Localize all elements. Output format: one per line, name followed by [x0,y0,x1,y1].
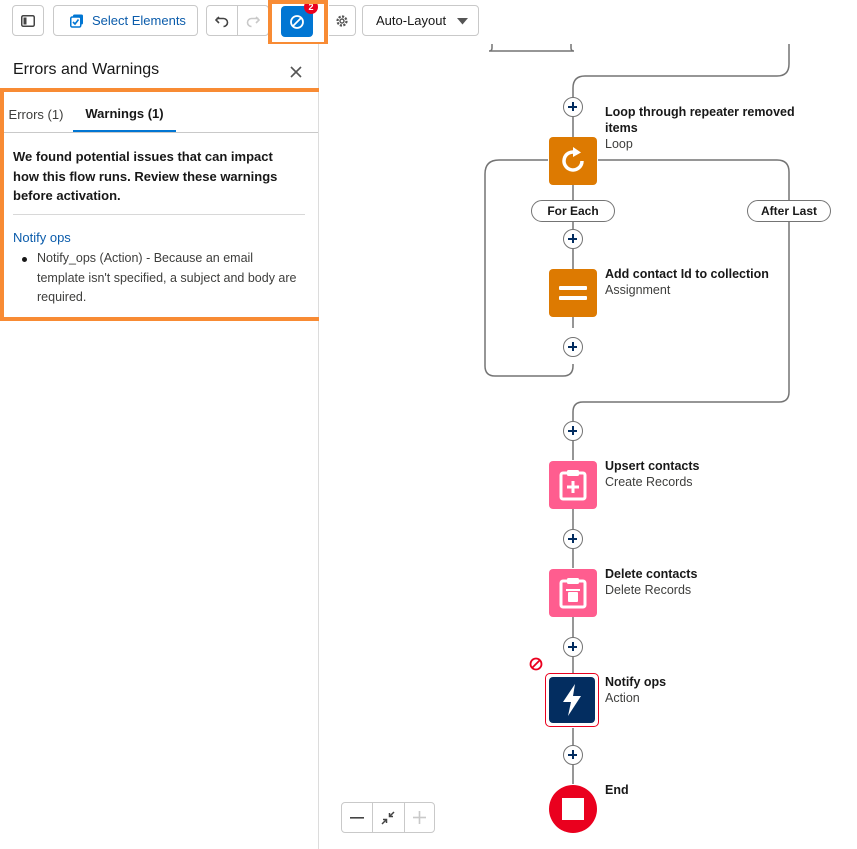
for-each-label: For Each [547,204,599,218]
zoom-out-button[interactable] [342,803,373,832]
add-element-button[interactable] [563,637,583,657]
chevron-down-icon [457,18,468,25]
warning-detail: Notify_ops (Action) - Because an email template isn't specified, a subject and body are required. [37,251,297,304]
tab-errors-label: Errors (1) [8,106,64,122]
panel-toggle-icon [21,15,35,27]
toggle-panel-button[interactable] [12,5,44,36]
tabs-divider [0,132,318,133]
delete-node-title: Delete contacts [605,567,698,581]
add-element-button[interactable] [563,97,583,117]
assignment-node-title: Add contact Id to collection [605,267,769,281]
upsert-node-title: Upsert contacts [605,459,700,473]
zoom-in-button[interactable] [405,803,434,832]
select-elements-label: Select Elements [92,13,186,28]
undo-button[interactable] [207,6,238,35]
layout-select-value: Auto-Layout [376,13,447,28]
badge-count: 2 [308,2,314,12]
assignment-node-subtitle: Assignment [605,283,671,297]
equals-icon [559,284,587,302]
loop-node-subtitle: Loop [605,137,633,151]
select-elements-icon [70,14,84,28]
tab-warnings-label: Warnings (1) [85,105,164,121]
close-icon[interactable] [290,66,302,78]
tab-warnings[interactable] [73,96,176,132]
add-element-button[interactable] [563,421,583,441]
undo-redo-group [206,5,269,36]
create-records-icon [559,469,587,501]
add-element-button[interactable] [563,229,583,249]
zoom-controls [341,802,435,833]
after-last-label: After Last [760,204,817,218]
warning-link-notify-ops[interactable]: Notify ops [13,230,71,245]
redo-button[interactable] [238,6,268,35]
for-each-connector-label [531,200,615,222]
minus-icon [350,817,364,819]
loop-icon [558,146,588,176]
assignment-node[interactable] [549,269,597,317]
upsert-contacts-node[interactable] [549,461,597,509]
flow-canvas[interactable] [319,44,857,849]
redo-icon [246,14,260,28]
panel-title: Errors and Warnings [13,61,160,78]
action-node-subtitle: Action [605,691,640,705]
action-node-title: Notify ops [605,675,667,689]
select-elements-button[interactable] [53,5,198,36]
loop-node-title: Loop through repeater removed items [605,105,795,135]
add-element-button[interactable] [563,529,583,549]
plus-icon [413,811,426,824]
delete-records-icon [559,577,587,609]
prohibited-icon [289,14,305,30]
layout-select[interactable] [362,5,479,36]
toolbar [0,0,857,44]
add-element-button[interactable] [563,337,583,357]
warning-bullet [22,257,27,262]
delete-node-subtitle: Delete Records [605,583,692,597]
tab-errors[interactable] [0,96,72,132]
warnings-count-badge [304,0,318,14]
warning-prohibited-icon [529,657,543,671]
loop-node[interactable] [549,137,597,185]
errors-warnings-panel [0,44,319,849]
lightning-bolt-icon [561,684,583,716]
stop-icon [562,798,584,820]
end-node-title: End [605,783,629,797]
undo-icon [215,14,229,28]
settings-button[interactable] [329,5,356,36]
zoom-fit-button[interactable] [373,803,404,832]
message-divider [13,214,305,215]
after-last-connector-label [747,200,831,222]
delete-contacts-node[interactable] [549,569,597,617]
add-element-button[interactable] [563,745,583,765]
notify-ops-node[interactable] [549,677,595,723]
warnings-message: We found potential issues that can impact how this flow runs. Review these warnings before activation. [13,149,278,203]
end-node[interactable] [549,785,597,833]
fit-to-view-icon [381,811,395,825]
gear-icon [335,14,349,28]
upsert-node-subtitle: Create Records [605,475,693,489]
